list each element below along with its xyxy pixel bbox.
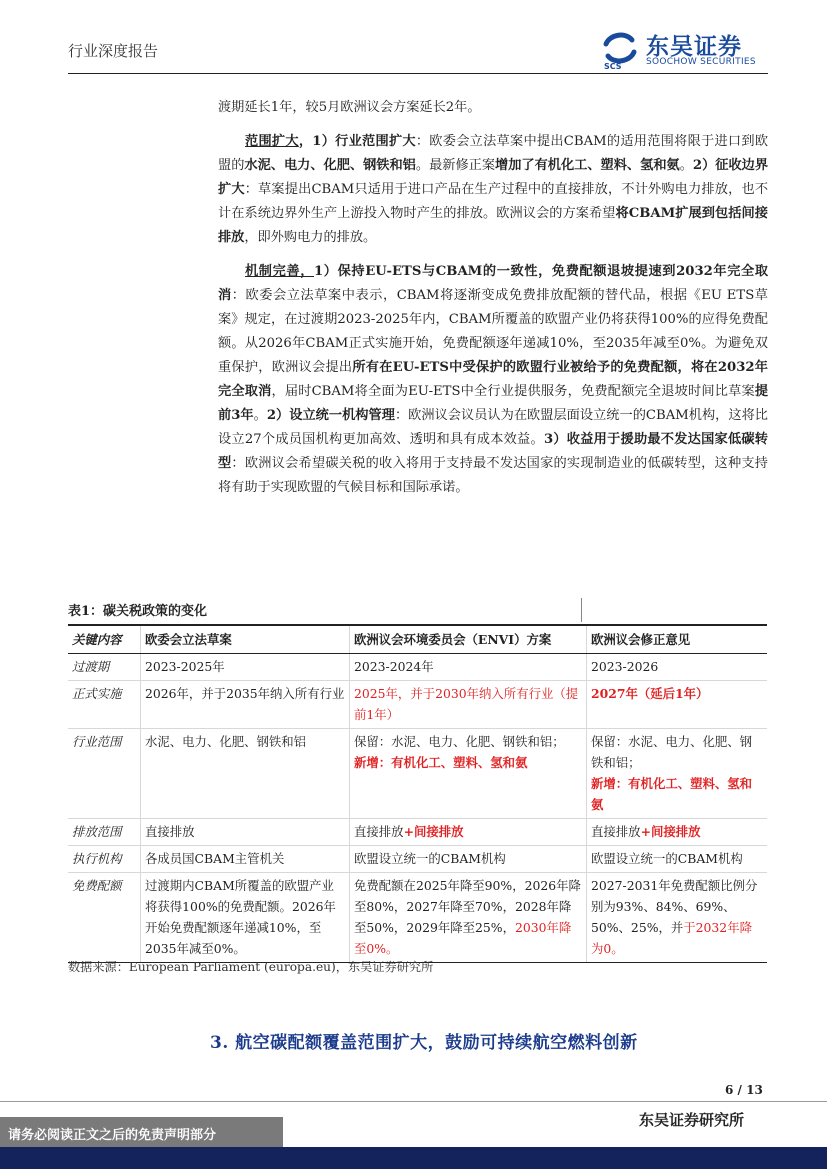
table-row-emission bbox=[68, 819, 767, 846]
scope-s2-bold: 将CBAM扩展到包括间接排放 bbox=[218, 206, 768, 245]
data-source-note: 数据来源：European Parliament (europa.eu)，东吴证券研究所 bbox=[68, 960, 434, 974]
header-envi: 欧洲议会环境委员会（ENVI）方案 bbox=[350, 625, 587, 654]
row-key: 执行机构 bbox=[68, 846, 141, 873]
cell-commission: 各成员国CBAM主管机关 bbox=[141, 846, 350, 873]
schedule-end: 于2032年降为0。 bbox=[591, 920, 752, 956]
direct-emission: 直接排放 bbox=[591, 824, 641, 839]
footer-divider bbox=[0, 1101, 827, 1102]
section-heading: 3. 航空碳配额覆盖范围扩大，鼓励可持续航空燃料创新 bbox=[210, 1033, 638, 1053]
cell-commission: 直接排放 bbox=[141, 819, 350, 846]
indirect-emission: +间接排放 bbox=[640, 824, 701, 839]
header-divider bbox=[68, 73, 768, 74]
mechanism-s2-text: ：欧洲议会议员认为在欧盟层面设立统一的CBAM机构，这将比设立27个成员国机构更加高效、透明和具有成本效益。 bbox=[218, 408, 768, 447]
mechanism-s1-bold: 1）保持EU-ETS与CBAM的一致性，免费配额退坡提速到2032年完全取消 bbox=[218, 264, 769, 303]
logo-chinese-name: 东吴证券 bbox=[646, 34, 742, 60]
footer-color-strip bbox=[0, 1147, 827, 1169]
mechanism-s1-text: ：欧委会立法草案中表示，CBAM将逐渐变成免费排放配额的替代品，根据《EU ETS草案》规定，在过渡期2023-2025年内，CBAM所覆盖的欧盟产业仍将获得100%的应得免费配额。从2026年CBAM正式实施开始，免费配额逐年递减10%，至2035年减至0%。为避免双重保护，欧洲议会提出 bbox=[218, 288, 768, 375]
cell-parliament: 2027年（延后1年） bbox=[587, 681, 768, 729]
caption-divider bbox=[581, 598, 582, 622]
new-list: 新增：有机化工、塑料、氢和氨 bbox=[354, 755, 528, 770]
mechanism-s1-text-c: 。 bbox=[253, 408, 267, 423]
header-commission: 欧委会立法草案 bbox=[141, 625, 350, 654]
disclaimer-bar bbox=[0, 1117, 283, 1147]
table-row-agency bbox=[68, 846, 767, 873]
mechanism-s3-bold: 3）收益用于援助最不发达国家低碳转型 bbox=[218, 432, 768, 471]
mechanism-s1-bold-c: 提前3年 bbox=[218, 384, 768, 423]
mechanism-s1-bold-b: 所有在EU-ETS中受保护的欧盟行业被给予的免费配额，将在2032年完全取消 bbox=[218, 360, 768, 399]
page-number: 6 / 13 bbox=[725, 1083, 763, 1097]
mechanism-s3-text: ：欧洲议会希望碳关税的收入将用于支持最不发达国家的实现制造业的低碳转型，这种支持将有助于实现欧盟的气候目标和国际承诺。 bbox=[218, 456, 768, 495]
policy-comparison-table bbox=[68, 624, 767, 963]
mechanism-s2-bold: 2）设立统一机构管理 bbox=[266, 408, 395, 423]
scope-s1-label: ，1）行业范围扩大 bbox=[298, 134, 416, 149]
cell-commission: 水泥、电力、化肥、钢铁和铝 bbox=[141, 729, 350, 819]
soochow-logo-icon bbox=[600, 30, 640, 70]
cell-envi bbox=[350, 819, 587, 846]
table-row-industry bbox=[68, 729, 767, 819]
schedule-end: 2030年降至0%。 bbox=[354, 920, 572, 956]
row-key: 正式实施 bbox=[68, 681, 141, 729]
cell-envi: 2025年，并于2030年纳入所有行业（提前1年） bbox=[350, 681, 587, 729]
table-header-row bbox=[68, 625, 767, 654]
header-parliament: 欧洲议会修正意见 bbox=[587, 625, 768, 654]
disclaimer-notice: 请务必阅读正文之后的免责声明部分 bbox=[8, 1128, 217, 1143]
new-list: 新增：有机化工、塑料、氢和氨 bbox=[591, 776, 753, 812]
cell-envi bbox=[350, 729, 587, 819]
table-row-formal bbox=[68, 681, 767, 729]
body-text bbox=[218, 96, 768, 500]
cell-parliament bbox=[587, 819, 768, 846]
scope-s1-text-a: ：欧委会立法草案中提出CBAM的适用范围将限于进口到欧盟的 bbox=[218, 134, 769, 173]
keep-list: 保留：水泥、电力、化肥、钢铁和铝； bbox=[354, 734, 565, 749]
cell-commission: 2026年，并于2035年纳入所有行业 bbox=[141, 681, 350, 729]
footer-organization: 东吴证券研究所 bbox=[639, 1111, 745, 1129]
mechanism-lead: 机制完善， bbox=[245, 264, 315, 279]
table-row-free-allowance bbox=[68, 873, 767, 963]
scope-s1-bold-a: 水泥、电力、化肥、钢铁和铝 bbox=[244, 158, 416, 173]
cell-parliament: 欧盟设立统一的CBAM机构 bbox=[587, 846, 768, 873]
schedule-text: 免费配额在2025年降至90%，2026年降至80%，2027年降至70%，2028年降至50%，2029年降至25%， bbox=[354, 878, 581, 935]
indirect-emission: +间接排放 bbox=[403, 824, 464, 839]
table-row-transition bbox=[68, 654, 767, 681]
table-caption: 表1：碳关税政策的变化 bbox=[68, 604, 208, 619]
scope-s2-text-b: ，即外购电力的排放。 bbox=[244, 230, 377, 245]
cell-envi: 2023-2024年 bbox=[350, 654, 587, 681]
scope-s1-text-c: 。 bbox=[679, 158, 693, 173]
report-type-label: 行业深度报告 bbox=[68, 42, 159, 60]
row-key: 行业范围 bbox=[68, 729, 141, 819]
schedule-text: 2027-2031年免费配额比例分别为93%、84%、69%、50%、25%，并 bbox=[591, 878, 758, 935]
scope-s1-text-b: 。最新修正案 bbox=[415, 158, 496, 173]
paragraph-scope bbox=[218, 130, 768, 250]
p1-text: 渡期延长1年，较5月欧洲议会方案延长2年。 bbox=[218, 100, 481, 115]
scope-s1-bold-b: 增加了有机化工、塑料、氢和氨 bbox=[495, 158, 680, 173]
row-key: 排放范围 bbox=[68, 819, 141, 846]
paragraph-transition bbox=[218, 96, 768, 120]
paragraph-mechanism bbox=[218, 260, 768, 500]
mechanism-s1-text-b: ，届时CBAM将全面为EU-ETS中全行业提供服务，免费配额完全退坡时间比草案 bbox=[271, 384, 755, 399]
row-key: 过渡期 bbox=[68, 654, 141, 681]
row-key: 免费配额 bbox=[68, 873, 141, 963]
cell-parliament: 2023-2026 bbox=[587, 654, 768, 681]
logo-mark-text: SCS bbox=[604, 62, 622, 70]
scope-lead: 范围扩大 bbox=[245, 134, 299, 149]
scope-s2-label: 2）征收边界扩大 bbox=[218, 158, 769, 197]
cell-parliament bbox=[587, 729, 768, 819]
cell-parliament bbox=[587, 873, 768, 963]
keep-list: 保留：水泥、电力、化肥、钢铁和铝； bbox=[591, 734, 753, 770]
header-key: 关键内容 bbox=[68, 625, 141, 654]
company-logo bbox=[600, 30, 770, 70]
logo-english-name: SOOCHOW SECURITIES bbox=[646, 57, 756, 67]
cell-envi bbox=[350, 873, 587, 963]
cell-commission: 过渡期内CBAM所覆盖的欧盟产业将获得100%的免费配额。2026年开始免费配额逐年递减10%，至2035年减至0%。 bbox=[141, 873, 350, 963]
cell-commission: 2023-2025年 bbox=[141, 654, 350, 681]
cell-envi: 欧盟设立统一的CBAM机构 bbox=[350, 846, 587, 873]
scope-s2-text-a: ：草案提出CBAM只适用于进口产品在生产过程中的直接排放，不计外购电力排放，也不计在系统边界外生产上游投入物时产生的排放。欧洲议会的方案希望 bbox=[218, 182, 769, 221]
direct-emission: 直接排放 bbox=[354, 824, 404, 839]
